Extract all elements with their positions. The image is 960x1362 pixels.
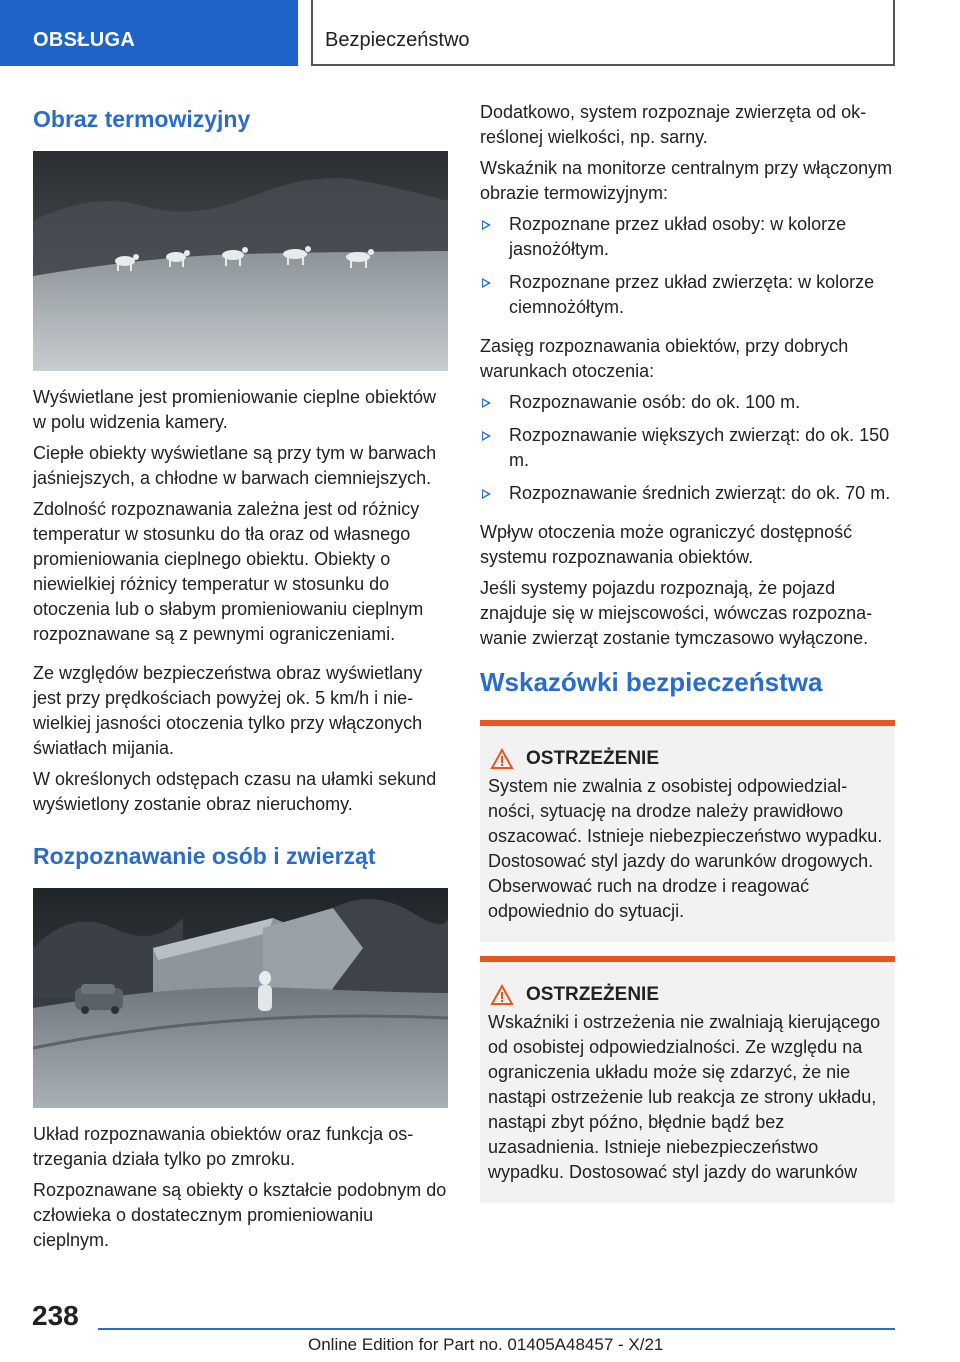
range-list bbox=[480, 390, 895, 506]
thermal-person-image bbox=[33, 888, 448, 1108]
warning-box bbox=[480, 956, 895, 1203]
thermal-animals-image bbox=[33, 151, 448, 371]
chapter-label: Bezpieczeństwo bbox=[325, 29, 470, 51]
indicator-list bbox=[480, 212, 895, 320]
left-column bbox=[33, 100, 448, 1259]
section-label: OBSŁUGA bbox=[33, 29, 136, 51]
bullet-triangle-icon bbox=[482, 278, 491, 288]
paragraph: Jeśli systemy pojazdu rozpoznają, że pojazd znajduje się w miejscowości, wówczas rozpoznawanie zwierząt zostanie tymczasowo wyłączone. bbox=[480, 578, 873, 648]
warning-title: OSTRZEŻENIE bbox=[488, 748, 887, 770]
warning-triangle-icon bbox=[490, 984, 514, 1006]
bullet-triangle-icon bbox=[482, 398, 491, 408]
paragraph: Wyświetlane jest promieniowanie cieplne obiektów w polu widzenia kamery. bbox=[33, 387, 437, 432]
section-tab bbox=[0, 0, 298, 66]
list-item: Rozpoznane przez układ zwierzęta: w kolorze ciemnożółtym. bbox=[480, 270, 895, 320]
page-number: 238 bbox=[32, 1300, 79, 1331]
bullet-triangle-icon bbox=[482, 489, 491, 499]
list-item: Rozpoznawanie większych zwierząt: do ok. 150 m. bbox=[480, 423, 895, 473]
paragraph: Zasięg rozpoznawania obiektów, przy dobrych warunkach otoczenia: bbox=[480, 336, 849, 381]
heading-thermal-image: Obraz termowizyjny bbox=[33, 106, 251, 132]
chapter-header bbox=[311, 0, 895, 66]
thermal-animals-figure bbox=[33, 151, 448, 371]
warning-text: System nie zwalnia z osobistej odpowiedzialności, sytuację na drodze należy prawidłowo oszacować. Istnieje niebezpieczeństwo wypadku. Dostosować styl jazdy do warunków drogowych. Obserwować ruch na drodze i reagować odpowiednio do sytuacji. bbox=[488, 776, 883, 921]
paragraph: Rozpoznawane są obiekty o kształcie podobnym do człowieka o dostatecznym promieniowaniu cieplnym. bbox=[33, 1180, 447, 1250]
bullet-triangle-icon bbox=[482, 431, 491, 441]
bullet-triangle-icon bbox=[482, 220, 491, 230]
list-item: Rozpoznawanie średnich zwierząt: do ok. 70 m. bbox=[480, 481, 895, 506]
heading-detection: Rozpoznawanie osób i zwierząt bbox=[33, 843, 376, 869]
paragraph: Układ rozpoznawania obiektów oraz funkcja ostrzegania działa tylko po zmroku. bbox=[33, 1124, 414, 1169]
paragraph: Wpływ otoczenia może ograniczyć dostępność systemu rozpoznawania obiektów. bbox=[480, 522, 853, 567]
list-item: Rozpoznane przez układ osoby: w kolorze jasnożółtym. bbox=[480, 212, 895, 262]
paragraph: Dodatkowo, system rozpoznaje zwierzęta od określonej wielkości, np. sarny. bbox=[480, 102, 867, 147]
thermal-person-figure bbox=[33, 888, 448, 1108]
edition-label: Online Edition for Part no. 01405A48457 - X/21 bbox=[308, 1335, 664, 1354]
paragraph: Ciepłe obiekty wyświetlane są przy tym w barwach jaśniejszych, a chłodne w barwach ciemniejszych. bbox=[33, 443, 437, 488]
warning-text: Wskaźniki i ostrzeżenia nie zwalniają kierującego od osobistej odpowiedzialności. Ze względu na ograniczenia układu może się zdarzyć, że nie nastąpi ostrzeżenie lub reakcja ze strony układu, nastąpi zbyt późno, błędnie bądź bez uzasadnienia. Istnieje niebezpieczeństwo wypadku. Dostosować styl jazdy do warunków bbox=[488, 1012, 881, 1182]
warning-triangle-icon bbox=[490, 748, 514, 770]
paragraph: Wskaźnik na monitorze centralnym przy włączonym obrazie termowizyjnym: bbox=[480, 158, 893, 203]
paragraph: Zdolność rozpoznawania zależna jest od różnicy temperatur w stosunku do tła oraz od własnego promieniowania cieplnego obiektu. Obiekty o niewielkiej różnicy temperatur w stosunku do otoczenia lub o słabym promieniowaniu cieplnym rozpoznawane są z pewnymi ograniczeniami. bbox=[33, 499, 424, 644]
warning-title: OSTRZEŻENIE bbox=[488, 984, 887, 1006]
heading-safety: Wskazówki bezpieczeństwa bbox=[480, 667, 823, 697]
list-item: Rozpoznawanie osób: do ok. 100 m. bbox=[480, 390, 895, 415]
warning-box bbox=[480, 720, 895, 942]
paragraph: W określonych odstępach czasu na ułamki sekund wyświetlony zostanie obraz nieruchomy. bbox=[33, 769, 437, 814]
paragraph: Ze względów bezpieczeństwa obraz wyświetlany jest przy prędkościach powyżej ok. 5 km/h i niewielkiej jasności otoczenia tylko przy włączonych światłach mijania. bbox=[33, 663, 423, 758]
right-column bbox=[480, 100, 895, 1215]
footer-divider bbox=[98, 1328, 895, 1330]
